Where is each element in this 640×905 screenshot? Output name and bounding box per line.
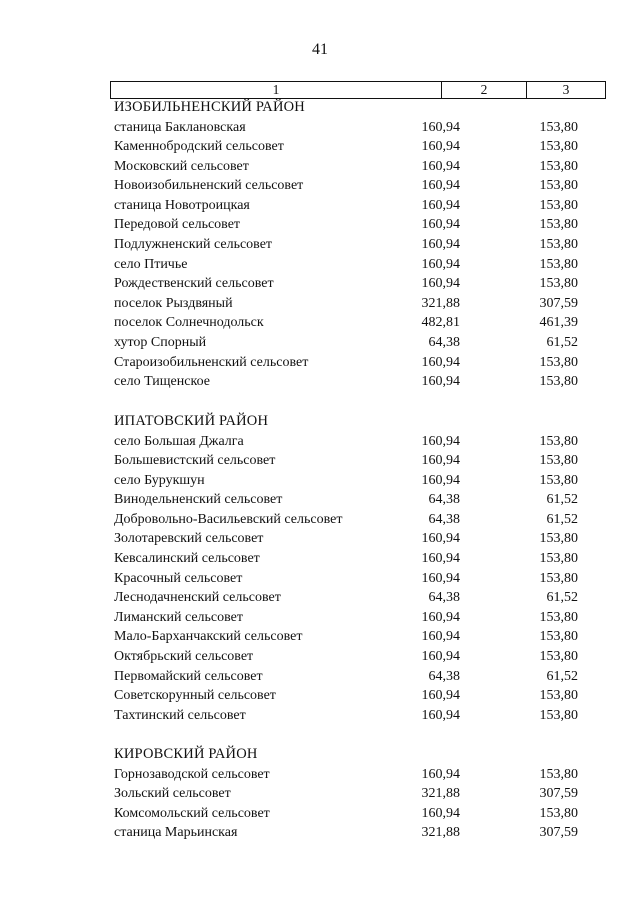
table-row [114,333,584,353]
row-name: Мало-Барханчакский сельсовет [114,629,303,645]
row-value-3: 461,39 [539,315,578,331]
row-name: Винодельненский сельсовет [114,492,283,508]
row-value-3: 153,80 [539,805,578,821]
section-title: ИПАТОВСКИЙ РАЙОН [114,413,269,429]
row-value-3: 153,80 [539,354,578,370]
row-name: Зольский сельсовет [114,786,231,802]
table-row [114,215,584,235]
row-value-3: 153,80 [539,472,578,488]
table-row [114,353,584,373]
row-name: Леснодачненский сельсовет [114,590,281,606]
section-title: КИРОВСКИЙ РАЙОН [114,746,258,762]
row-name: Рождественский сельсовет [114,276,274,292]
row-value-3: 61,52 [546,668,578,684]
row-value-2: 160,94 [421,139,460,155]
table-row [114,137,584,157]
table-row [114,667,584,687]
row-value-2: 160,94 [421,570,460,586]
row-name: село Большая Джалга [114,433,244,449]
row-value-2: 64,38 [428,668,460,684]
row-value-2: 160,94 [421,609,460,625]
row-value-2: 160,94 [421,472,460,488]
row-name: Тахтинский сельсовет [114,707,246,723]
table-row [114,196,584,216]
column-header-2: 2 [442,82,527,99]
table-header [110,81,606,99]
row-value-3: 61,52 [546,492,578,508]
row-value-3: 153,80 [539,158,578,174]
row-name: Золотаревский сельсовет [114,531,264,547]
row-value-3: 153,80 [539,453,578,469]
page-number: 41 [312,41,328,58]
table-row [114,569,584,589]
row-value-2: 160,94 [421,766,460,782]
row-value-3: 153,80 [539,551,578,567]
row-value-3: 153,80 [539,237,578,253]
row-value-3: 307,59 [539,786,578,802]
row-name: Комсомольский сельсовет [114,805,270,821]
row-name: станица Новотроицкая [114,197,250,213]
row-value-3: 153,80 [539,119,578,135]
row-name: хутор Спорный [114,334,207,350]
table-row [114,432,584,452]
row-value-3: 153,80 [539,139,578,155]
row-name: Большевистский сельсовет [114,453,276,469]
row-value-3: 61,52 [546,511,578,527]
row-value-3: 153,80 [539,531,578,547]
table-row [114,490,584,510]
row-value-3: 153,80 [539,197,578,213]
row-value-2: 321,88 [421,295,460,311]
table-row [114,372,584,392]
row-value-2: 64,38 [428,334,460,350]
row-value-2: 64,38 [428,511,460,527]
row-value-3: 153,80 [539,688,578,704]
table-row [114,176,584,196]
table-row [114,510,584,530]
row-value-3: 307,59 [539,295,578,311]
row-value-3: 153,80 [539,570,578,586]
row-value-3: 61,52 [546,590,578,606]
row-value-3: 307,59 [539,825,578,841]
table-row [114,784,584,804]
row-value-2: 160,94 [421,551,460,567]
row-value-2: 160,94 [421,178,460,194]
row-value-3: 61,52 [546,334,578,350]
section-izobilnenskiy [114,98,584,392]
row-value-2: 160,94 [421,158,460,174]
section-title: ИЗОБИЛЬНЕНСКИЙ РАЙОН [114,99,305,115]
row-value-3: 153,80 [539,629,578,645]
row-name: Московский сельсовет [114,158,249,174]
column-header-1: 1 [111,82,442,99]
table-row [114,274,584,294]
row-name: Советскорунный сельсовет [114,688,276,704]
row-name: Кевсалинский сельсовет [114,551,260,567]
header-row [111,82,606,99]
table-row [114,471,584,491]
row-value-2: 160,94 [421,648,460,664]
section-kirovskiy [114,745,584,843]
row-value-2: 321,88 [421,786,460,802]
row-value-2: 160,94 [421,119,460,135]
row-name: станица Марьинская [114,825,238,841]
table-row [114,255,584,275]
row-value-2: 160,94 [421,433,460,449]
row-value-2: 64,38 [428,590,460,606]
row-name: Передовой сельсовет [114,217,241,233]
row-value-2: 160,94 [421,707,460,723]
table-row [114,235,584,255]
row-value-2: 160,94 [421,217,460,233]
row-value-3: 153,80 [539,648,578,664]
table-row [114,647,584,667]
row-name: поселок Солнечнодольск [114,315,264,331]
table-row [114,706,584,726]
row-value-2: 160,94 [421,374,460,390]
table-row [114,529,584,549]
row-name: Староизобильненский сельсовет [114,354,309,370]
table-row [114,804,584,824]
table-row [114,294,584,314]
table-row [114,157,584,177]
row-value-2: 160,94 [421,629,460,645]
row-value-3: 153,80 [539,433,578,449]
row-value-2: 321,88 [421,825,460,841]
table-row [114,313,584,333]
table-row [114,451,584,471]
row-name: село Тищенское [114,374,210,390]
row-value-2: 160,94 [421,453,460,469]
row-value-2: 160,94 [421,354,460,370]
row-value-2: 160,94 [421,531,460,547]
row-value-3: 153,80 [539,766,578,782]
table-row [114,118,584,138]
row-value-3: 153,80 [539,217,578,233]
row-name: село Птичье [114,256,188,272]
table-row [114,627,584,647]
row-name: Новоизобильненский сельсовет [114,178,304,194]
row-name: Лиманский сельсовет [114,609,244,625]
row-name: село Бурукшун [114,472,205,488]
row-name: Первомайский сельсовет [114,668,263,684]
row-value-2: 64,38 [428,492,460,508]
row-name: Подлужненский сельсовет [114,237,273,253]
row-name: Октябрьский сельсовет [114,648,254,664]
table-row [114,765,584,785]
row-name: Каменнобродский сельсовет [114,139,284,155]
row-value-3: 153,80 [539,276,578,292]
row-value-2: 160,94 [421,197,460,213]
row-name: Добровольно-Васильевский сельсовет [114,511,343,527]
row-value-3: 153,80 [539,374,578,390]
section-ipatovskiy [114,412,584,725]
row-value-2: 160,94 [421,688,460,704]
row-name: Красочный сельсовет [114,570,243,586]
row-value-3: 153,80 [539,256,578,272]
row-value-2: 482,81 [421,315,460,331]
column-header-3: 3 [527,82,606,99]
table-row [114,608,584,628]
row-name: Горнозаводской сельсовет [114,766,270,782]
table-row [114,823,584,843]
row-value-3: 153,80 [539,707,578,723]
table-row [114,686,584,706]
row-value-2: 160,94 [421,256,460,272]
row-name: станица Баклановская [114,119,246,135]
row-value-3: 153,80 [539,178,578,194]
row-value-2: 160,94 [421,805,460,821]
row-name: поселок Рыздвяный [114,295,233,311]
row-value-3: 153,80 [539,609,578,625]
table-row [114,549,584,569]
row-value-2: 160,94 [421,237,460,253]
row-value-2: 160,94 [421,276,460,292]
table-row [114,588,584,608]
